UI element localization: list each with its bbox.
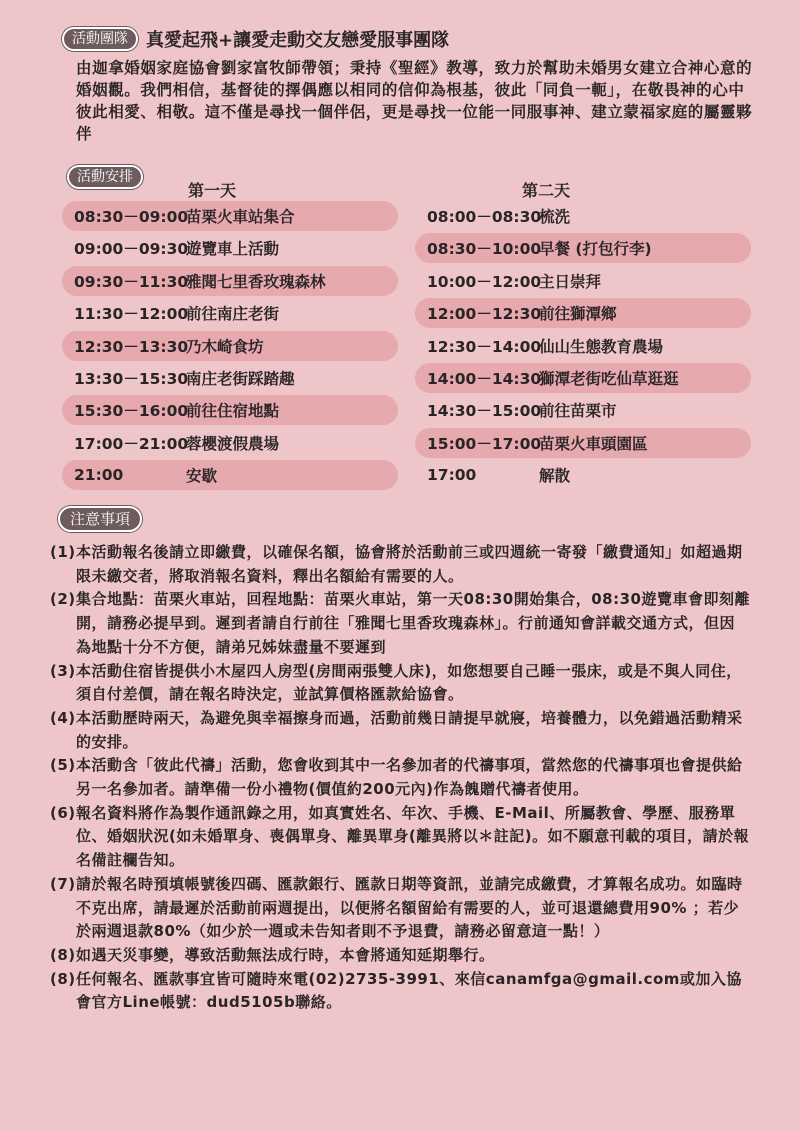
row-time: 17:00 bbox=[427, 466, 477, 485]
row-time: 08:30－10:00 bbox=[427, 240, 542, 259]
note-number: (2) bbox=[50, 590, 76, 609]
row-time: 12:00－12:30 bbox=[427, 305, 542, 324]
schedule-row bbox=[415, 201, 751, 231]
schedule-row bbox=[415, 266, 751, 296]
schedule-row bbox=[62, 460, 398, 490]
row-activity: 前往獅潭鄉 bbox=[539, 305, 617, 324]
row-time: 15:30－16:00 bbox=[74, 402, 189, 421]
note-item bbox=[50, 873, 750, 944]
schedule-row bbox=[62, 428, 398, 458]
note-number: (4) bbox=[50, 708, 76, 727]
row-time: 17:00－21:00 bbox=[74, 434, 189, 453]
note-item bbox=[50, 944, 750, 968]
team-badge: 活動團隊 bbox=[62, 27, 138, 51]
row-activity: 解散 bbox=[539, 467, 571, 486]
schedule-row bbox=[62, 363, 398, 393]
schedule-row bbox=[415, 363, 751, 393]
row-time: 10:00－12:00 bbox=[427, 272, 542, 291]
note-item bbox=[50, 541, 750, 588]
note-item bbox=[50, 707, 750, 754]
row-activity: 安歇 bbox=[186, 467, 218, 486]
note-text: 如遇天災事變，導致活動無法成行時，本會將通知延期舉行。 bbox=[76, 945, 495, 964]
team-title: 真愛起飛+讓愛走動交友戀愛服事團隊 bbox=[146, 30, 450, 51]
schedule-row bbox=[62, 201, 398, 231]
note-item bbox=[50, 588, 750, 659]
note-item bbox=[50, 968, 750, 1015]
row-time: 14:00－14:30 bbox=[427, 369, 542, 388]
row-activity: 蓉櫻渡假農場 bbox=[186, 434, 280, 453]
row-time: 12:30－13:30 bbox=[74, 337, 189, 356]
schedule-row bbox=[62, 298, 398, 328]
schedule-row bbox=[415, 233, 751, 263]
note-text: 集合地點：苗栗火車站，回程地點：苗栗火車站，第一天08:30開始集合，08:30遊覽車會即刻離開，請務必提早到。遲到者請自行前往「雅聞七里香玫瑰森林」。行前通知會詳載交通方式，但因為地點十分不方便，請弟兄姊妹盡量不要遲到 bbox=[76, 590, 750, 656]
row-activity: 苗栗火車站集合 bbox=[186, 208, 295, 226]
row-activity: 仙山生態教育農場 bbox=[539, 337, 664, 356]
intro-paragraph: 由迦拿婚姻家庭協會劉家富牧師帶領；秉持《聖經》教導，致力於幫助未婚男女建立合神心意的婚姻觀。我們相信，基督徒的擇偶應以相同的信仰為根基，彼此「同負一軛」，在敬畏神的心中彼此相愛、相敬。這不僅是尋找一個伴侶，更是尋找一位能一同服事神、建立蒙福家庭的屬靈夥伴 bbox=[76, 59, 753, 143]
row-time: 13:30－15:30 bbox=[74, 369, 189, 388]
notes-list bbox=[50, 541, 750, 1015]
note-number: (8) bbox=[50, 969, 76, 988]
schedule-row bbox=[415, 460, 751, 490]
schedule-row bbox=[62, 395, 398, 425]
row-time: 11:30－12:00 bbox=[74, 305, 189, 324]
note-item bbox=[50, 802, 750, 873]
row-time: 21:00 bbox=[74, 466, 124, 485]
note-number: (1) bbox=[50, 543, 76, 561]
row-activity: 前往住宿地點 bbox=[186, 402, 280, 421]
row-activity: 遊覽車上活動 bbox=[186, 240, 280, 259]
note-text: 本活動含「彼此代禱」活動，您會收到其中一名參加者的代禱事項，當然您的代禱事項也會提供給另一名參加者。請準備一份小禮物(價值約200元內)作為餽贈代禱者使用。 bbox=[76, 756, 743, 799]
note-number: (6) bbox=[50, 803, 76, 822]
schedule-row bbox=[415, 298, 751, 328]
note-text: 本活動歷時兩天，為避免與幸福擦身而過，活動前幾日請提早就寢，培養體力，以免錯過活動精采的安排。 bbox=[76, 708, 743, 751]
day2-schedule bbox=[415, 201, 751, 493]
note-number: (7) bbox=[50, 874, 76, 893]
note-text: 本活動報名後請立即繳費，以確保名額，協會將於活動前三或四週統一寄發「繳費通知」如超過期限未繳交者，將取消報名資料，釋出名額給有需要的人。 bbox=[76, 543, 743, 585]
row-activity: 獅潭老街吃仙草逛逛 bbox=[539, 369, 679, 388]
row-time: 08:30－09:00 bbox=[74, 208, 189, 226]
note-number: (8) bbox=[50, 945, 76, 964]
row-time: 14:30－15:00 bbox=[427, 402, 542, 421]
note-number: (3) bbox=[50, 661, 76, 680]
day2-label: 第二天 bbox=[522, 181, 571, 200]
schedule-row bbox=[415, 428, 751, 458]
row-activity: 早餐 (打包行李) bbox=[539, 240, 652, 259]
day1-label: 第一天 bbox=[188, 181, 237, 200]
row-activity: 前往南庄老街 bbox=[186, 305, 280, 324]
row-activity: 南庄老街踩踏趣 bbox=[186, 369, 295, 388]
row-activity: 乃木崎食坊 bbox=[186, 337, 264, 356]
schedule-row bbox=[62, 331, 398, 361]
row-activity: 雅聞七里香玫瑰森林 bbox=[186, 272, 326, 291]
row-activity: 主日崇拜 bbox=[539, 272, 602, 291]
schedule-badge: 活動安排 bbox=[67, 165, 143, 189]
team-header bbox=[62, 26, 449, 52]
note-text: 報名資料將作為製作通訊錄之用，如真實姓名、年次、手機、E-Mail、所屬教會、學歷、服務單位、婚姻狀況(如未婚單身、喪偶單身、離異單身(離異將以＊註記)。如不願意刊載的項目，請於報名備註欄告知。 bbox=[76, 803, 750, 870]
row-time: 12:30－14:00 bbox=[427, 337, 542, 356]
note-number: (5) bbox=[50, 756, 76, 775]
schedule-row bbox=[415, 331, 751, 361]
note-item bbox=[50, 754, 750, 801]
schedule-row bbox=[62, 266, 398, 296]
note-text: 本活動住宿皆提供小木屋四人房型(房間兩張雙人床)，如您想要自己睡一張床，或是不與人同住，須自付差價，請在報名時決定，並試算價格匯款給協會。 bbox=[76, 661, 742, 704]
note-text: 請於報名時預填帳號後四碼、匯款銀行、匯款日期等資訊，並請完成繳費，才算報名成功。如臨時不克出席，請最遲於活動前兩週提出，以便將名額留給有需要的人，並可退還總費用90% ；若少於兩週退款80%（如少於一週或未告知者則不予退費，請務必留意這一點！） bbox=[76, 874, 743, 941]
row-activity: 苗栗火車頭園區 bbox=[539, 434, 648, 453]
row-activity: 梳洗 bbox=[539, 208, 571, 226]
row-time: 15:00－17:00 bbox=[427, 434, 542, 453]
note-text: 任何報名、匯款事宜皆可隨時來電(02)2735-3991、來信canamfga@gmail.com或加入協會官方Line帳號：dud5105b聯絡。 bbox=[76, 969, 742, 1012]
notes-badge: 注意事項 bbox=[58, 506, 142, 532]
row-time: 09:00－09:30 bbox=[74, 240, 189, 259]
schedule-row bbox=[62, 233, 398, 263]
row-time: 09:30－11:30 bbox=[74, 272, 189, 291]
row-time: 08:00－08:30 bbox=[427, 208, 542, 226]
row-activity: 前往苗栗市 bbox=[539, 402, 617, 421]
schedule-row bbox=[415, 395, 751, 425]
note-item bbox=[50, 660, 750, 707]
day1-schedule bbox=[62, 201, 398, 493]
